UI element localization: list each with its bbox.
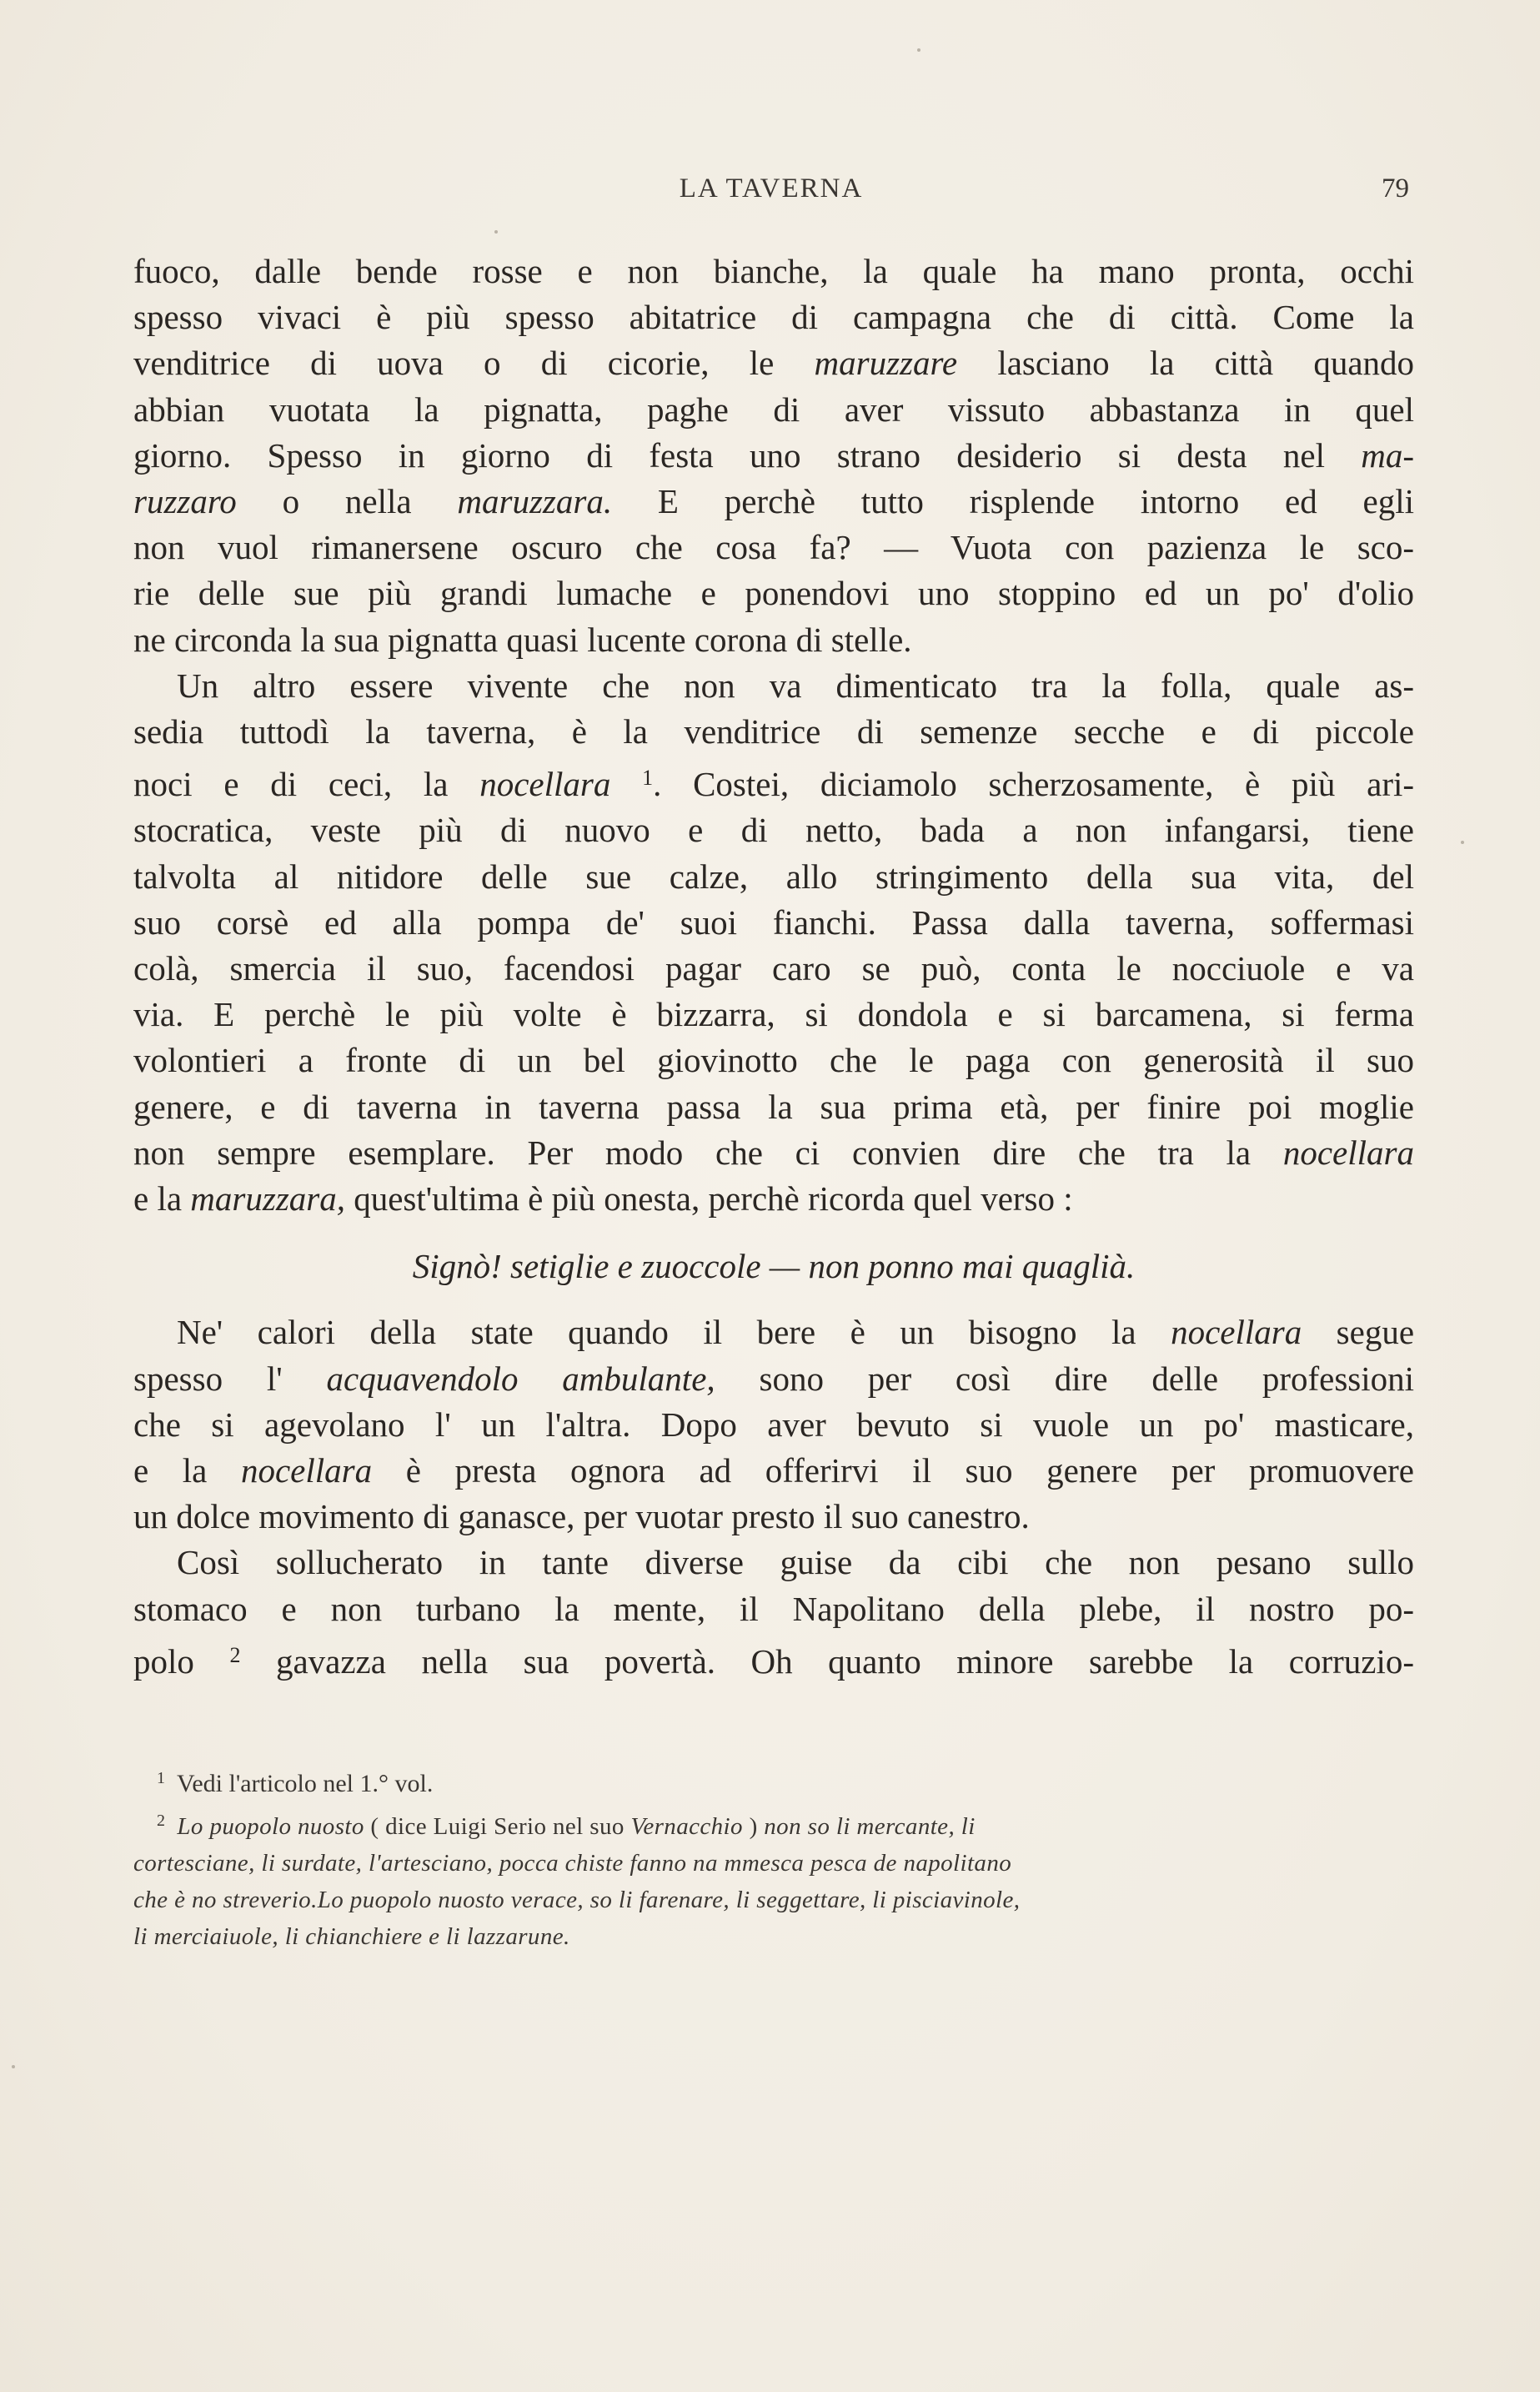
text-run: venditrice di uova o di cicorie, le <box>133 344 775 383</box>
text-line: Un altro essere vivente che non va dimenticato tra la folla, quale as- <box>177 666 1414 705</box>
italic-term: maruzzara. <box>457 482 613 521</box>
footnote-ref[interactable]: 2 <box>229 1642 241 1667</box>
paper-speck <box>12 2065 15 2068</box>
text-line <box>133 1130 1414 1176</box>
text-line <box>133 1356 1414 1402</box>
footnote-text: ( dice Luigi Serio nel suo <box>370 1813 625 1840</box>
footnote-text: non so li mercante, li <box>764 1813 976 1840</box>
text-line: talvolta al nitidore delle sue calze, allo stringimento della sua vita, del <box>133 857 1414 896</box>
text-run: quest'ultima è più onesta, perchè ricorda quel verso : <box>354 1179 1073 1219</box>
text-run: spesso l' <box>133 1359 283 1398</box>
footnote-number: 1 <box>157 1769 165 1787</box>
text-run: non sempre esemplare. Per modo che ci convien dire che tra la <box>133 1133 1252 1172</box>
text-line <box>133 755 1414 807</box>
footnote-text: Lo puopolo nuosto <box>177 1813 364 1840</box>
text-line: sedia tuttodì la taverna, è la venditrice di semenze secche e di piccole <box>133 712 1414 751</box>
text-line: ne circonda la sua pignatta quasi lucente corona di stelle. <box>133 620 912 659</box>
paragraph-1 <box>133 249 1414 663</box>
text-line <box>133 1309 1414 1355</box>
italic-term: nocellara <box>1171 1313 1302 1352</box>
text-run: o nella <box>282 482 412 521</box>
text-line: che si agevolano l' un l'altra. Dopo aver bevuto si vuole un po' masticare, <box>133 1405 1414 1444</box>
footnote-line: cortesciane, li surdate, l'artesciano, pocca chiste fanno na mmesca pesca de napolitano <box>133 1850 1012 1877</box>
text-line: fuoco, dalle bende rosse e non bianche, la quale ha mano pronta, occhi <box>133 252 1414 290</box>
text-run: e la <box>133 1179 183 1219</box>
text-line: volontieri a fronte di un bel giovinotto che le paga con generosità il suo <box>133 1041 1414 1080</box>
text-run: . Costei, diciamolo scherzosamente, è più ari- <box>653 765 1415 804</box>
text-line <box>133 340 1414 386</box>
text-line: genere, e di taverna in taverna passa la sua prima età, per finire poi moglie <box>133 1087 1414 1126</box>
footnote-text: Vernacchio <box>630 1813 743 1840</box>
italic-term: nocellara <box>1282 1133 1414 1172</box>
italic-term: ruzzaro <box>133 482 237 521</box>
footnote-line: li merciaiuole, li chianchiere e li lazzarune. <box>133 1923 570 1950</box>
footnote-number: 2 <box>157 1812 166 1830</box>
footnote-2 <box>133 1802 1384 1845</box>
paragraph-2 <box>133 663 1414 1222</box>
text-line: suo corsè ed alla pompa de' suoi fianchi. Passa dalla taverna, soffermasi <box>133 902 1414 942</box>
paragraph-3 <box>133 1309 1414 1540</box>
paper-speck <box>494 230 498 234</box>
italic-term: ma- <box>1361 435 1414 475</box>
text-line: colà, smercia il suo, facendosi pagar caro se può, conta le nocciuole e va <box>133 949 1414 988</box>
text-run: e la <box>133 1451 208 1490</box>
paper-speck <box>1461 841 1464 844</box>
text-run: è presta ognora ad offerirvi il suo genere per promuovere <box>405 1451 1414 1490</box>
italic-term: nocellara <box>479 765 611 804</box>
text-run: E perchè tutto risplende intorno ed egli <box>657 482 1415 521</box>
text-line: via. E perchè le più volte è bizzarra, si dondola e si barcamena, si ferma <box>133 995 1414 1034</box>
italic-term: maruzzara, <box>190 1179 345 1219</box>
text-line: stocratica, veste più di nuovo e di netto, bada a non infangarsi, tiene <box>133 811 1414 850</box>
paragraph-4 <box>133 1540 1414 1685</box>
text-line <box>133 479 1414 525</box>
text-line <box>133 433 1414 479</box>
page-header <box>133 173 1409 215</box>
text-run: Ne' calori della state quando il bere è un bisogno la <box>177 1313 1136 1352</box>
text-run: sono per così dire delle professioni <box>759 1359 1415 1398</box>
text-line: rie delle sue più grandi lumache e ponendovi uno stoppino ed un po' d'olio <box>133 574 1414 613</box>
text-line: Così sollucherato in tante diverse guise da cibi che non pesano sullo <box>177 1543 1414 1582</box>
verse-quote: Signò! setiglie e zuoccole — non ponno mai quaglià. <box>412 1247 1136 1286</box>
text-line: abbian vuotata la pignatta, paghe di aver vissuto abbastanza in quel <box>133 389 1414 429</box>
running-title: LA TAVERNA <box>679 173 864 204</box>
footnote-line: che è no streverio.Lo puopolo nuosto verace, so li farenare, li seggettare, li pisciavinole, <box>133 1887 1021 1913</box>
footnote-text: Vedi l'articolo nel 1.° vol. <box>177 1770 434 1797</box>
italic-term: maruzzare <box>814 344 958 383</box>
text-line <box>133 1448 1414 1494</box>
italic-term: acquavendolo ambulante, <box>326 1359 715 1398</box>
text-line <box>133 1176 1414 1222</box>
text-line: stomaco e non turbano la mente, il Napolitano della plebe, il nostro po- <box>133 1589 1414 1628</box>
text-line: un dolce movimento di ganasce, per vuotar presto il suo canestro. <box>133 1497 1030 1536</box>
text-run: gavazza nella sua povertà. Oh quanto minore sarebbe la corruzio- <box>275 1641 1415 1681</box>
italic-term: nocellara <box>240 1451 373 1490</box>
footnote-1 <box>133 1760 1384 1802</box>
text-run: lasciano la città quando <box>997 344 1415 383</box>
footnote-text: ) <box>749 1813 758 1840</box>
page-number: 79 <box>1382 173 1409 204</box>
text-line <box>133 1632 1414 1685</box>
text-run: noci e di ceci, la <box>133 765 449 804</box>
footnotes <box>133 1760 1384 1955</box>
text-run: polo <box>133 1641 194 1681</box>
text-run: segue <box>1336 1313 1415 1352</box>
text-line: spesso vivaci è più spesso abitatrice di campagna che di città. Come la <box>133 298 1414 337</box>
text-line: non vuol rimanersene oscuro che cosa fa? — Vuota con pazienza le sco- <box>133 528 1414 567</box>
footnote-ref[interactable]: 1 <box>642 766 654 791</box>
text-run: giorno. Spesso in giorno di festa uno strano desiderio si desta nel <box>133 435 1325 475</box>
body-text <box>133 249 1414 1685</box>
paper-speck <box>917 48 920 52</box>
